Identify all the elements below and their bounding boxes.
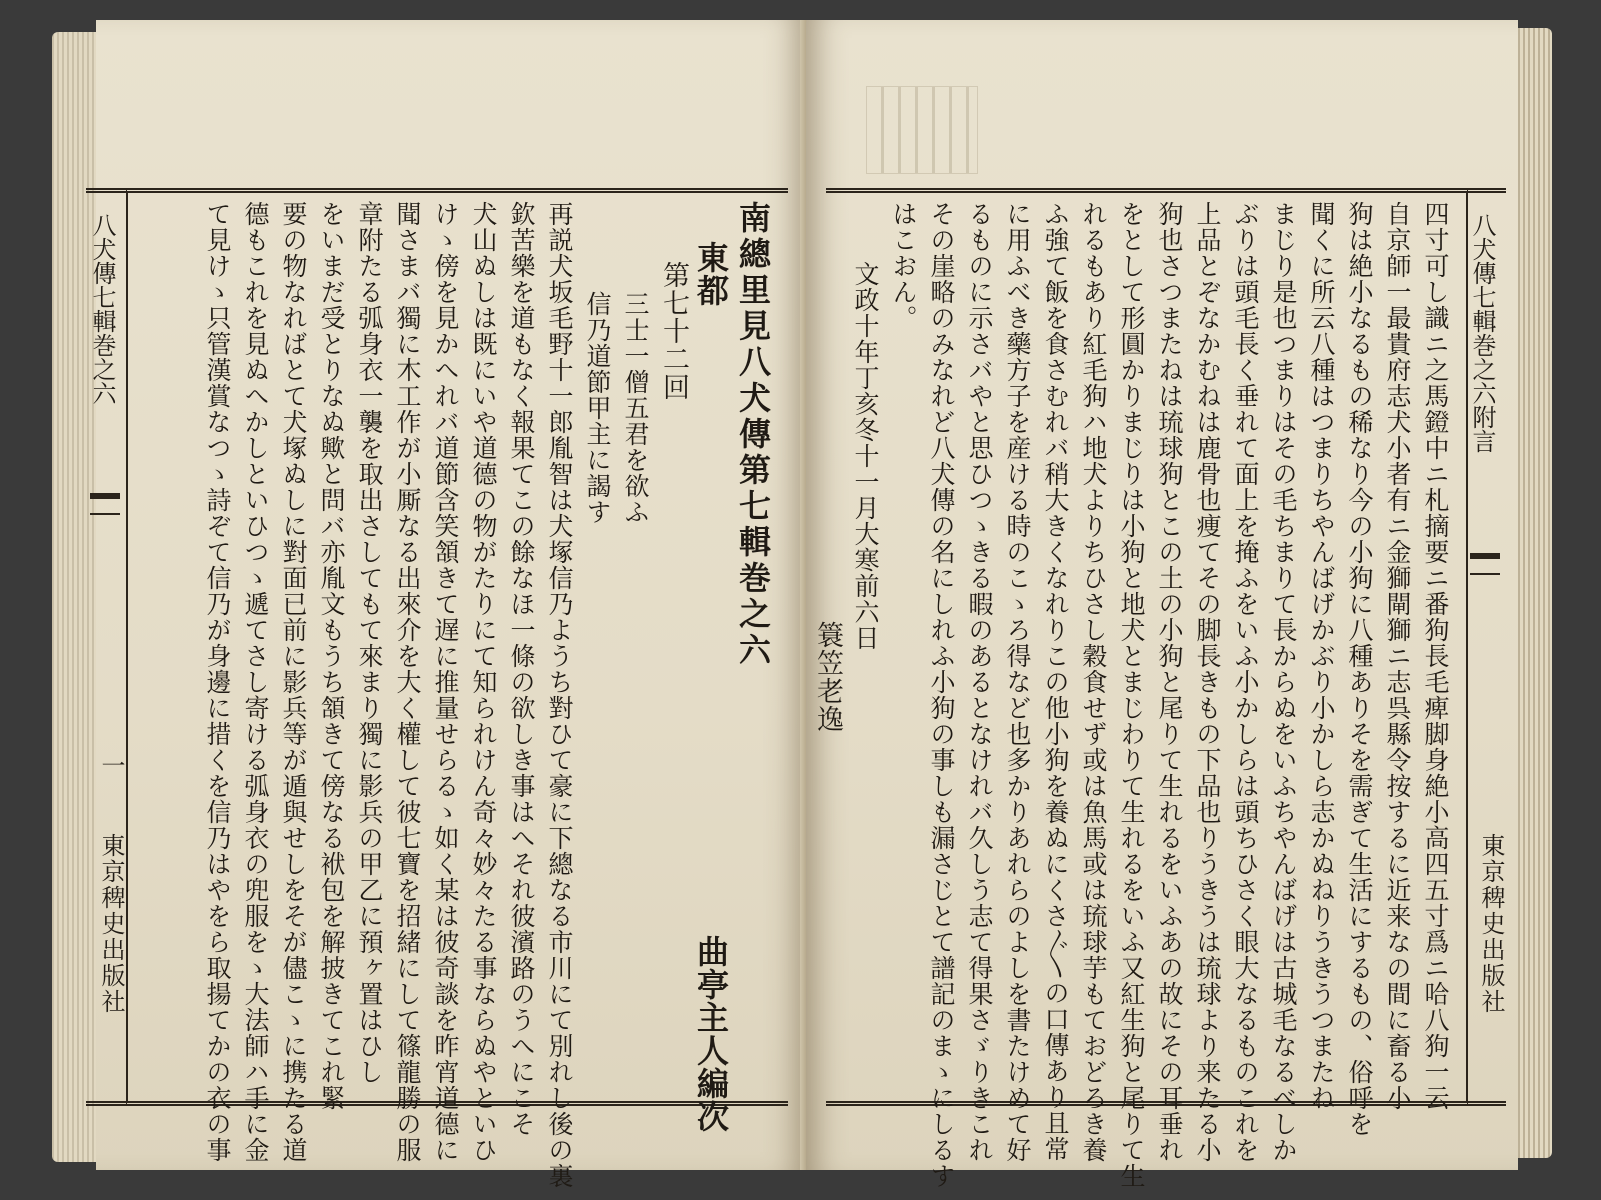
body-column: 自京師一最貴府志犬小者有ニ金獅閘獅ニ志呉縣令按するに近来なの間に畜る小	[1383, 201, 1412, 1111]
body-column: ふ強て飯を食さむれバ稍大きくなれりこの他小狗を養ぬにくさ〴〵の口傳あり且常	[1041, 201, 1070, 1162]
body-column: をとして形圓かりまじりは小狗と地犬とまじわりて生れるをいふ又紅生狗と尾りて生	[1117, 201, 1146, 1189]
fish-tail-mark	[1470, 553, 1500, 575]
left-margin-strip	[86, 188, 126, 1106]
author-name: 曲亭主人編次	[692, 935, 730, 1133]
preface-signer: 簑笠老逸	[812, 621, 843, 733]
body-column: 再説犬坂毛野十一郎胤智は犬塚信乃ようち對ひて豪に下總なる市川にて別れし後の裏	[545, 201, 574, 1189]
preface-date: 文政十年丁亥冬十一月大寒前六日	[851, 261, 880, 651]
author-line	[692, 201, 730, 1133]
body-column: に用ふべき藥方子を産ける時のこゝろ得など也多かりあれらのよしを書たけめて好	[1003, 201, 1032, 1163]
body-column: をいまだ受とりなぬ歟と問バ亦胤文もうち頷きて傍なる袱包を解披きてこれ緊	[317, 201, 346, 1111]
chapter-heading-2: 信乃道節甲主に謁す	[583, 291, 612, 525]
body-column: まじり是也つまりはその毛ちまりて長からぬをいふちやんばげは古城毛なるべしか	[1269, 201, 1298, 1163]
body-column: 上品とぞなかむねは鹿骨也痩てその脚長きもの下品也りうきうは琉球より来たる小	[1193, 201, 1222, 1163]
faded-seal-stamp	[866, 86, 978, 174]
body-column: 德もこれを見ぬへかしといひつゝ遞てさし寄ける弧身衣の兜服をゝ大法師ハ手に金	[241, 201, 270, 1163]
body-column: はこおん。	[889, 201, 918, 331]
author-place: 東都	[692, 241, 730, 307]
left-publisher: 東京稗史出版社	[97, 833, 125, 1015]
body-column: けゝ傍を見かへれバ道節含笑頷きて遅に推量せらるゝ如く某は彼奇談を昨宵道德に	[431, 201, 460, 1163]
left-margin-title: 八犬傳七輯巻之六	[88, 213, 116, 405]
body-column: ぶりは頭毛長く垂れて面上を掩ふをいふ小かしらは頭ちひさく眼大なるものこれを	[1231, 201, 1260, 1163]
body-column: 章附たる弧身衣一襲を取出さしてもて來まり獨に影兵の甲乙に預ヶ置はひし	[355, 201, 384, 1085]
open-book	[52, 14, 1552, 1189]
body-column: 四寸可し識ニ之馬鐙中ニ札摘要ニ番狗長毛痺脚身絶小高四五寸爲ニ哈八狗一云	[1421, 201, 1450, 1111]
chapter-heading-1: 三士一僧五君を欲ふ	[621, 291, 650, 525]
right-page	[806, 20, 1518, 1189]
left-page-number: 一	[97, 753, 125, 777]
body-column: 犬山ぬしは既にいや道德の物がたりにて知られけん奇々妙々たる事ならぬやといひ	[469, 201, 498, 1163]
body-column: るものに示さバやと思ひつゝきる暇のあるとなけれバ久しう志て得果さゞりきこれ	[965, 201, 994, 1163]
left-page	[88, 20, 806, 1189]
right-text-columns	[812, 201, 1450, 1189]
body-column: その崖略のみなれど八犬傳の名にしれふ小狗の事しも漏さじとて譜記のまゝにしるす	[927, 201, 956, 1189]
body-column: 狗は絶小なるもの稀なり今の小狗に八種ありそを需ぎて生活にするもの、俗呼を	[1345, 201, 1374, 1137]
body-column: 聞くに所云八種はつまりちやんばげかぶり小かしら志かぬねりうきうつまたね	[1307, 201, 1336, 1111]
body-column: 聞さまバ獨に木工作が小厮なる出來介を大く權して彼七寶を招緒にして篠龍勝の服	[393, 201, 422, 1163]
right-publisher: 東京稗史出版社	[1477, 833, 1505, 1015]
body-column: 要の物なればとて犬塚ぬしに對面已前に影兵等が遁與せしをそが儘こゝに携たる道	[279, 201, 308, 1163]
body-column: 狗也さつまたねは琉球狗とこの土の小狗と尾りて生れるをいふあの故にその耳垂れ	[1155, 201, 1184, 1163]
body-column: て見けゝ只管漢賞なつゝ詩ぞて信乃が身邊に措くを信乃はやをら取揚てかの衣の事	[203, 201, 232, 1163]
right-text-frame	[812, 188, 1468, 1189]
body-column: 欽苦樂を道もなく報果てこの餘なほ一條の欲しき事はへそれ彼濱路のうへにこそ	[507, 201, 536, 1137]
right-margin-title: 八犬傳七輯巻之六附言	[1468, 213, 1496, 453]
fish-tail-mark	[90, 493, 120, 515]
chapter-number: 第七十二回	[658, 261, 689, 401]
body-column: れるもあり紅毛狗ハ地犬よりちひさし穀食せず或は魚馬或は琉球芋もておどろき養	[1079, 201, 1108, 1163]
left-text-frame	[126, 188, 788, 1189]
book-title: 南總里見八犬傳第七輯巻之六	[734, 201, 772, 669]
left-text-columns	[144, 201, 772, 1189]
right-margin-strip	[1466, 188, 1506, 1106]
